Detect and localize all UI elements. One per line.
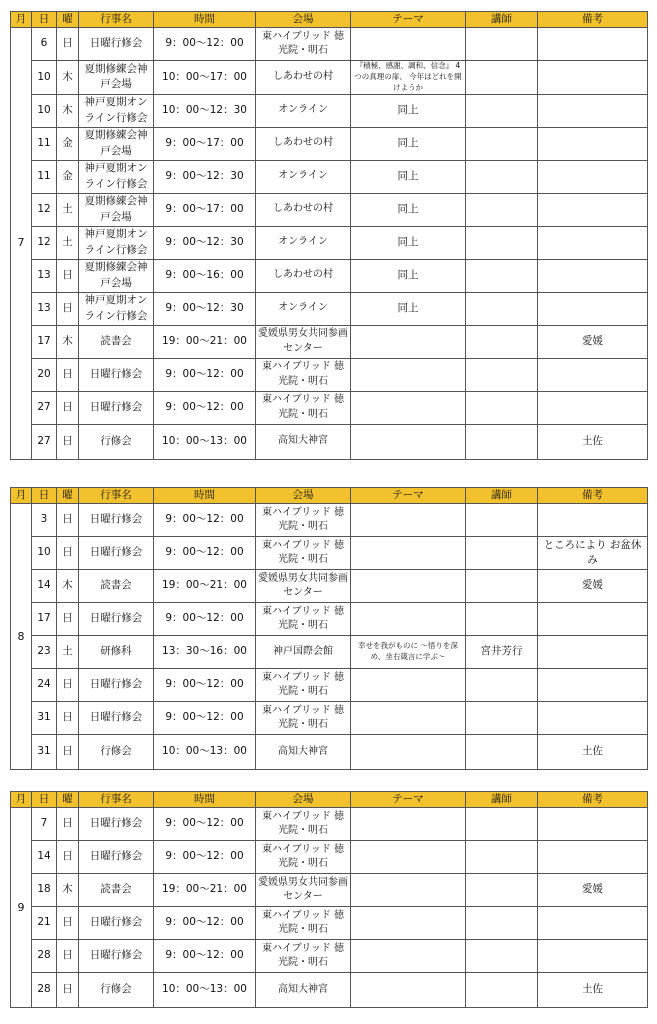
day-cell: 10: [32, 94, 57, 127]
theme-cell: [351, 940, 466, 973]
note-cell: 土佐: [538, 735, 648, 770]
time-cell: 9：00～12：00: [154, 702, 256, 735]
schedule-table-month-9: [10, 791, 648, 1008]
event-name-cell: 日曜行修会: [79, 907, 154, 940]
time-cell: 10：00～17：00: [154, 61, 256, 95]
month-cell: 8: [11, 504, 32, 770]
note-cell: [538, 636, 648, 669]
table-row: [11, 973, 648, 1008]
lecturer-cell: [466, 973, 538, 1008]
table-row: [11, 907, 648, 940]
day-cell: 24: [32, 669, 57, 702]
header-event: 行事名: [79, 488, 154, 504]
note-cell: [538, 259, 648, 292]
venue-cell: 東ハイブリッド 徳光院・明石: [256, 28, 351, 61]
event-name-cell: 神戸夏期オンライン行修会: [79, 226, 154, 259]
theme-cell: [351, 28, 466, 61]
table-row: [11, 61, 648, 95]
venue-cell: 高知大神宮: [256, 424, 351, 459]
day-cell: 14: [32, 841, 57, 874]
event-name-cell: 研修科: [79, 636, 154, 669]
weekday-cell: 日: [57, 808, 79, 841]
lecturer-cell: [466, 808, 538, 841]
event-name-cell: 行修会: [79, 735, 154, 770]
lecturer-cell: [466, 358, 538, 391]
lecturer-cell: [466, 127, 538, 160]
table-row: [11, 28, 648, 61]
note-cell: [538, 226, 648, 259]
time-cell: 9：00～17：00: [154, 127, 256, 160]
table-row: [11, 874, 648, 907]
day-cell: 10: [32, 61, 57, 95]
header-day: 日: [32, 792, 57, 808]
venue-cell: 愛媛県男女共同参画センター: [256, 570, 351, 603]
theme-cell: [351, 504, 466, 537]
event-name-cell: 神戸夏期オンライン行修会: [79, 160, 154, 193]
venue-cell: 東ハイブリッド 徳光院・明石: [256, 907, 351, 940]
time-cell: 9：00～12：00: [154, 841, 256, 874]
note-cell: [538, 841, 648, 874]
lecturer-cell: [466, 325, 538, 358]
theme-cell: [351, 808, 466, 841]
table-row: [11, 226, 648, 259]
theme-cell: [351, 570, 466, 603]
lecturer-cell: [466, 669, 538, 702]
weekday-cell: 日: [57, 841, 79, 874]
event-name-cell: 読書会: [79, 570, 154, 603]
weekday-cell: 金: [57, 127, 79, 160]
header-note: 備考: [538, 488, 648, 504]
lecturer-cell: 宮井芳行: [466, 636, 538, 669]
theme-cell: [351, 537, 466, 570]
table-row: [11, 808, 648, 841]
day-cell: 11: [32, 127, 57, 160]
note-cell: [538, 292, 648, 325]
venue-cell: しあわせの村: [256, 127, 351, 160]
note-cell: [538, 160, 648, 193]
time-cell: 10：00～13：00: [154, 973, 256, 1008]
note-cell: 愛媛: [538, 874, 648, 907]
theme-cell: 『積極、感謝、調和、信念』 4つの真理の扉、 今年はどれを開けようか: [351, 61, 466, 95]
table-row: [11, 391, 648, 424]
note-cell: [538, 603, 648, 636]
table-row: [11, 160, 648, 193]
lecturer-cell: [466, 292, 538, 325]
header-note: 備考: [538, 792, 648, 808]
header-month: 月: [11, 12, 32, 28]
time-cell: 9：00～12：00: [154, 603, 256, 636]
table-row: [11, 292, 648, 325]
header-weekday: 曜: [57, 792, 79, 808]
theme-cell: [351, 702, 466, 735]
lecturer-cell: [466, 424, 538, 459]
time-cell: 9：00～12：00: [154, 669, 256, 702]
day-cell: 31: [32, 735, 57, 770]
day-cell: 27: [32, 391, 57, 424]
note-cell: [538, 94, 648, 127]
event-name-cell: 行修会: [79, 973, 154, 1008]
note-cell: [538, 193, 648, 226]
table-row: [11, 424, 648, 459]
venue-cell: 東ハイブリッド 徳光院・明石: [256, 808, 351, 841]
day-cell: 21: [32, 907, 57, 940]
table-row: [11, 940, 648, 973]
table-row: [11, 504, 648, 537]
venue-cell: 愛媛県男女共同参画センター: [256, 325, 351, 358]
theme-cell: [351, 973, 466, 1008]
venue-cell: 東ハイブリッド 徳光院・明石: [256, 391, 351, 424]
header-lecturer: 講師: [466, 12, 538, 28]
day-cell: 13: [32, 259, 57, 292]
lecturer-cell: [466, 94, 538, 127]
day-cell: 6: [32, 28, 57, 61]
day-cell: 11: [32, 160, 57, 193]
venue-cell: オンライン: [256, 226, 351, 259]
weekday-cell: 木: [57, 325, 79, 358]
note-cell: 土佐: [538, 424, 648, 459]
header-lecturer: 講師: [466, 488, 538, 504]
day-cell: 12: [32, 226, 57, 259]
schedule-table-month-8: [10, 487, 648, 770]
time-cell: 9：00～12：00: [154, 391, 256, 424]
header-month: 月: [11, 792, 32, 808]
note-cell: [538, 391, 648, 424]
theme-cell: 同上: [351, 226, 466, 259]
theme-cell: 同上: [351, 292, 466, 325]
table-row: [11, 603, 648, 636]
lecturer-cell: [466, 603, 538, 636]
table-row: [11, 537, 648, 570]
venue-cell: 東ハイブリッド 徳光院・明石: [256, 537, 351, 570]
weekday-cell: 日: [57, 735, 79, 770]
note-cell: [538, 669, 648, 702]
header-event: 行事名: [79, 12, 154, 28]
header-day: 日: [32, 12, 57, 28]
day-cell: 10: [32, 537, 57, 570]
venue-cell: オンライン: [256, 292, 351, 325]
lecturer-cell: [466, 28, 538, 61]
venue-cell: 東ハイブリッド 徳光院・明石: [256, 603, 351, 636]
schedule-table-month-7: [10, 11, 648, 460]
weekday-cell: 木: [57, 94, 79, 127]
header-theme: テーマ: [351, 792, 466, 808]
venue-cell: しあわせの村: [256, 193, 351, 226]
weekday-cell: 日: [57, 358, 79, 391]
table-row: [11, 127, 648, 160]
header-time: 時間: [154, 12, 256, 28]
event-name-cell: 夏期修練会神戸会場: [79, 259, 154, 292]
note-cell: [538, 940, 648, 973]
day-cell: 13: [32, 292, 57, 325]
time-cell: 9：00～12：00: [154, 808, 256, 841]
event-name-cell: 行修会: [79, 424, 154, 459]
weekday-cell: 土: [57, 636, 79, 669]
lecturer-cell: [466, 570, 538, 603]
header-row: [11, 792, 648, 808]
venue-cell: オンライン: [256, 94, 351, 127]
venue-cell: 東ハイブリッド 徳光院・明石: [256, 702, 351, 735]
day-cell: 17: [32, 325, 57, 358]
weekday-cell: 日: [57, 259, 79, 292]
day-cell: 27: [32, 424, 57, 459]
header-event: 行事名: [79, 792, 154, 808]
weekday-cell: 日: [57, 537, 79, 570]
note-cell: 愛媛: [538, 325, 648, 358]
venue-cell: 東ハイブリッド 徳光院・明石: [256, 940, 351, 973]
note-cell: [538, 907, 648, 940]
event-name-cell: 日曜行修会: [79, 504, 154, 537]
lecturer-cell: [466, 160, 538, 193]
venue-cell: 東ハイブリッド 徳光院・明石: [256, 358, 351, 391]
theme-cell: [351, 391, 466, 424]
table-row: [11, 841, 648, 874]
lecturer-cell: [466, 259, 538, 292]
time-cell: 19：00～21：00: [154, 874, 256, 907]
weekday-cell: 日: [57, 603, 79, 636]
header-weekday: 曜: [57, 488, 79, 504]
header-day: 日: [32, 488, 57, 504]
time-cell: 9：00～12：00: [154, 907, 256, 940]
theme-cell: [351, 841, 466, 874]
header-lecturer: 講師: [466, 792, 538, 808]
weekday-cell: 日: [57, 504, 79, 537]
weekday-cell: 木: [57, 570, 79, 603]
header-time: 時間: [154, 488, 256, 504]
time-cell: 9：00～12：00: [154, 537, 256, 570]
event-name-cell: 日曜行修会: [79, 391, 154, 424]
header-theme: テーマ: [351, 488, 466, 504]
weekday-cell: 土: [57, 193, 79, 226]
event-name-cell: 日曜行修会: [79, 537, 154, 570]
weekday-cell: 日: [57, 702, 79, 735]
lecturer-cell: [466, 61, 538, 95]
theme-cell: [351, 603, 466, 636]
note-cell: [538, 127, 648, 160]
venue-cell: 愛媛県男女共同参画センター: [256, 874, 351, 907]
day-cell: 3: [32, 504, 57, 537]
note-cell: [538, 61, 648, 95]
note-cell: [538, 358, 648, 391]
event-name-cell: 夏期修練会神戸会場: [79, 193, 154, 226]
event-name-cell: 日曜行修会: [79, 940, 154, 973]
table-row: [11, 570, 648, 603]
theme-cell: 同上: [351, 160, 466, 193]
weekday-cell: 日: [57, 28, 79, 61]
event-name-cell: 読書会: [79, 874, 154, 907]
table-row: [11, 636, 648, 669]
theme-cell: [351, 424, 466, 459]
note-cell: [538, 28, 648, 61]
header-theme: テーマ: [351, 12, 466, 28]
theme-cell: 同上: [351, 193, 466, 226]
day-cell: 20: [32, 358, 57, 391]
event-name-cell: 日曜行修会: [79, 28, 154, 61]
lecturer-cell: [466, 537, 538, 570]
weekday-cell: 日: [57, 292, 79, 325]
event-name-cell: 日曜行修会: [79, 808, 154, 841]
time-cell: 9：00～12：00: [154, 28, 256, 61]
note-cell: ところにより お盆休み: [538, 537, 648, 570]
theme-cell: [351, 669, 466, 702]
note-cell: 土佐: [538, 973, 648, 1008]
day-cell: 14: [32, 570, 57, 603]
venue-cell: 神戸国際会館: [256, 636, 351, 669]
time-cell: 9：00～16：00: [154, 259, 256, 292]
time-cell: 9：00～17：00: [154, 193, 256, 226]
time-cell: 9：00～12：00: [154, 504, 256, 537]
weekday-cell: 日: [57, 907, 79, 940]
note-cell: [538, 504, 648, 537]
venue-cell: 東ハイブリッド 徳光院・明石: [256, 669, 351, 702]
header-time: 時間: [154, 792, 256, 808]
theme-cell: [351, 735, 466, 770]
weekday-cell: 木: [57, 874, 79, 907]
table-row: [11, 702, 648, 735]
header-venue: 会場: [256, 488, 351, 504]
venue-cell: 東ハイブリッド 徳光院・明石: [256, 504, 351, 537]
day-cell: 18: [32, 874, 57, 907]
table-row: [11, 193, 648, 226]
venue-cell: 高知大神宮: [256, 735, 351, 770]
note-cell: 愛媛: [538, 570, 648, 603]
event-name-cell: 夏期修練会神戸会場: [79, 127, 154, 160]
theme-cell: 同上: [351, 259, 466, 292]
event-name-cell: 夏期修練会神戸会場: [79, 61, 154, 95]
weekday-cell: 木: [57, 61, 79, 95]
header-venue: 会場: [256, 792, 351, 808]
venue-cell: オンライン: [256, 160, 351, 193]
time-cell: 19：00～21：00: [154, 325, 256, 358]
day-cell: 28: [32, 940, 57, 973]
table-row: [11, 259, 648, 292]
venue-cell: 高知大神宮: [256, 973, 351, 1008]
lecturer-cell: [466, 735, 538, 770]
header-weekday: 曜: [57, 12, 79, 28]
table-row: [11, 325, 648, 358]
event-name-cell: 日曜行修会: [79, 358, 154, 391]
venue-cell: 東ハイブリッド 徳光院・明石: [256, 841, 351, 874]
weekday-cell: 日: [57, 940, 79, 973]
time-cell: 10：00～12：30: [154, 94, 256, 127]
day-cell: 7: [32, 808, 57, 841]
lecturer-cell: [466, 193, 538, 226]
theme-cell: [351, 358, 466, 391]
table-row: [11, 358, 648, 391]
event-name-cell: 日曜行修会: [79, 841, 154, 874]
time-cell: 10：00～13：00: [154, 735, 256, 770]
lecturer-cell: [466, 907, 538, 940]
venue-cell: しあわせの村: [256, 259, 351, 292]
header-row: [11, 12, 648, 28]
day-cell: 28: [32, 973, 57, 1008]
table-row: [11, 94, 648, 127]
header-row: [11, 488, 648, 504]
event-name-cell: 神戸夏期オンライン行修会: [79, 292, 154, 325]
weekday-cell: 日: [57, 669, 79, 702]
time-cell: 10：00～13：00: [154, 424, 256, 459]
theme-cell: [351, 874, 466, 907]
time-cell: 9：00～12：30: [154, 226, 256, 259]
table-row: [11, 735, 648, 770]
header-note: 備考: [538, 12, 648, 28]
time-cell: 9：00～12：30: [154, 160, 256, 193]
theme-cell: [351, 325, 466, 358]
event-name-cell: 日曜行修会: [79, 669, 154, 702]
lecturer-cell: [466, 874, 538, 907]
lecturer-cell: [466, 226, 538, 259]
note-cell: [538, 702, 648, 735]
lecturer-cell: [466, 841, 538, 874]
time-cell: 9：00～12：00: [154, 940, 256, 973]
month-cell: 9: [11, 808, 32, 1008]
header-venue: 会場: [256, 12, 351, 28]
day-cell: 31: [32, 702, 57, 735]
lecturer-cell: [466, 702, 538, 735]
weekday-cell: 日: [57, 391, 79, 424]
day-cell: 17: [32, 603, 57, 636]
event-name-cell: 日曜行修会: [79, 702, 154, 735]
venue-cell: しあわせの村: [256, 61, 351, 95]
time-cell: 9：00～12：00: [154, 358, 256, 391]
lecturer-cell: [466, 391, 538, 424]
month-cell: 7: [11, 28, 32, 460]
time-cell: 19：00～21：00: [154, 570, 256, 603]
event-name-cell: 日曜行修会: [79, 603, 154, 636]
weekday-cell: 金: [57, 160, 79, 193]
weekday-cell: 日: [57, 424, 79, 459]
theme-cell: 同上: [351, 127, 466, 160]
theme-cell: 幸せを我がものに ～悟りを深め、坐右箴言に学ぶ～: [351, 636, 466, 669]
day-cell: 12: [32, 193, 57, 226]
day-cell: 23: [32, 636, 57, 669]
time-cell: 9：00～12：30: [154, 292, 256, 325]
table-row: [11, 669, 648, 702]
weekday-cell: 日: [57, 973, 79, 1008]
lecturer-cell: [466, 504, 538, 537]
header-month: 月: [11, 488, 32, 504]
lecturer-cell: [466, 940, 538, 973]
weekday-cell: 土: [57, 226, 79, 259]
time-cell: 13：30～16：00: [154, 636, 256, 669]
theme-cell: [351, 907, 466, 940]
theme-cell: 同上: [351, 94, 466, 127]
note-cell: [538, 808, 648, 841]
event-name-cell: 読書会: [79, 325, 154, 358]
event-name-cell: 神戸夏期オンライン行修会: [79, 94, 154, 127]
